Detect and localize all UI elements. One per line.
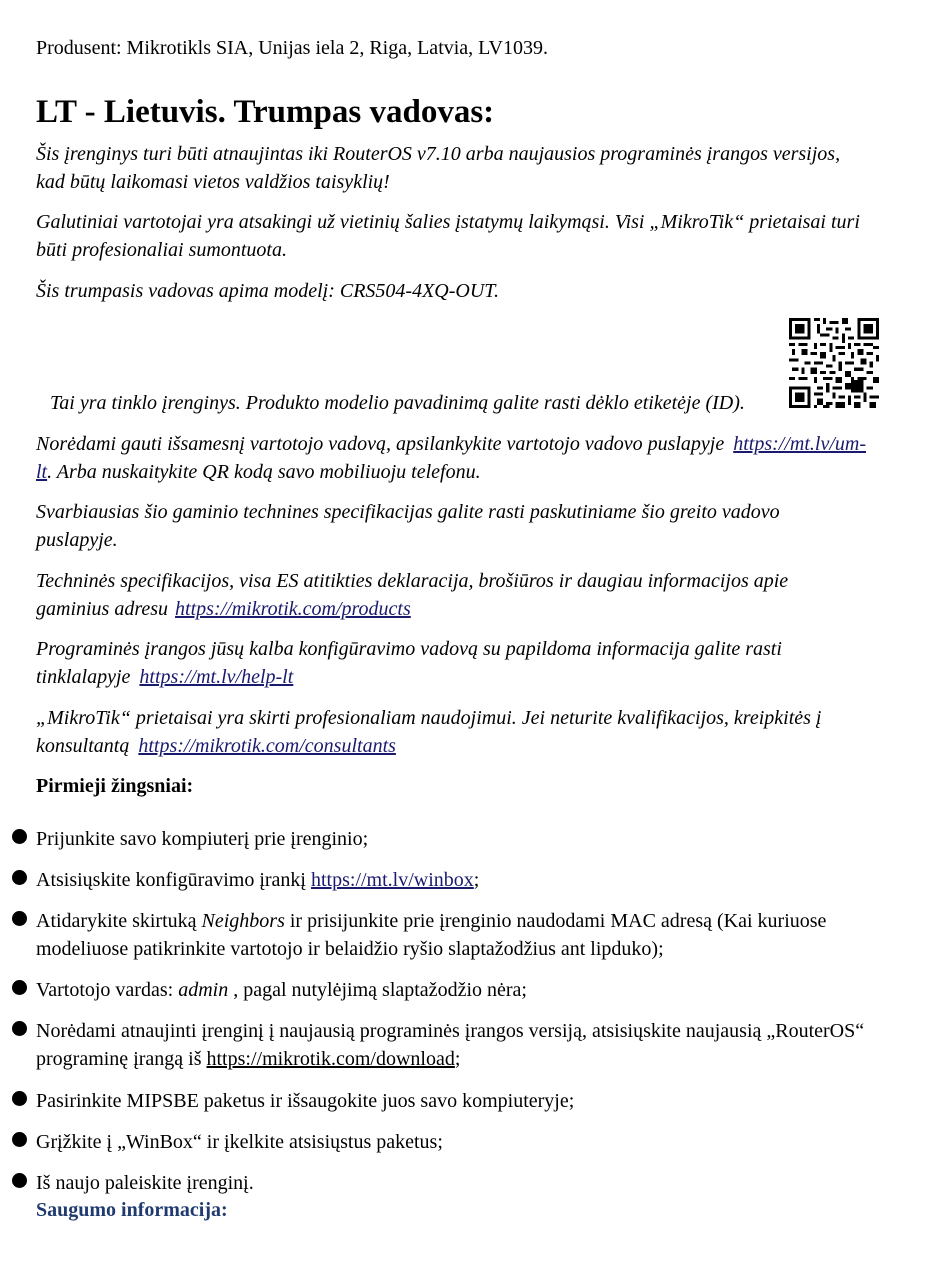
bullet-icon: [12, 870, 27, 885]
specifications-paragraph-line-1: Svarbiausias šio gaminio technines specifikacijas galite rasti paskutiniame šio greito vadovo: [36, 501, 780, 523]
admin-term: admin: [178, 979, 229, 1001]
intro-paragraph-1-line-2: kad būtų laikomasi vietos valdžios taisyklių!: [36, 171, 390, 193]
software-paragraph-line-1: Programinės įrangos jūsų kalba konfigūravimo vadovą su papildoma informacija galite rasti: [36, 638, 782, 660]
step-3-line-1: [36, 907, 826, 935]
user-manual-paragraph-line-1: [36, 430, 866, 458]
step-4: [36, 976, 527, 1004]
step-5-line-2: [36, 1045, 460, 1073]
bullet-icon: [12, 1173, 27, 1188]
user-manual-text: Norėdami gauti išsamesnį vartotojo vadovą, apsilankykite vartotojo vadovo puslapyje: [36, 433, 725, 455]
specifications-paragraph-line-2: puslapyje.: [36, 529, 118, 551]
bullet-icon: [12, 1091, 27, 1106]
step-7: Grįžkite į „WinBox“ ir įkelkite atsisiųstus paketus;: [36, 1131, 443, 1153]
bullet-icon: [12, 1021, 27, 1036]
bullet-icon: [12, 980, 27, 995]
step-8: Iš naujo paleiskite įrenginį.: [36, 1172, 254, 1194]
user-manual-paragraph-line-2: [36, 458, 481, 486]
technical-paragraph-line-2: [36, 595, 411, 623]
software-paragraph-line-2: [36, 663, 293, 691]
step-2-text: Atsisiųskite konfigūravimo įrankį: [36, 869, 306, 891]
professional-paragraph-line-2: [36, 732, 396, 760]
device-paragraph: Tai yra tinklo įrenginys. Produkto modelio pavadinimą galite rasti dėklo etiketėje (ID).: [50, 392, 745, 414]
intro-paragraph-1-line-1: Šis įrenginys turi būti atnaujintas iki RouterOS v7.10 arba naujausios programinės įrangos versijos,: [36, 143, 841, 165]
step-5-line-1: Norėdami atnaujinti įrenginį į naujausią programinės įrangos versiją, atsisiųskite naujausią „RouterOS“: [36, 1020, 865, 1042]
step-5-end: ;: [454, 1048, 461, 1070]
professional-text: konsultantą: [36, 735, 130, 757]
step-4-text-continued: , pagal nutylėjimą slaptažodžio nėra;: [233, 979, 527, 1001]
user-manual-link-continued[interactable]: lt: [36, 461, 48, 483]
download-link[interactable]: https://mikrotik.com/download: [206, 1048, 455, 1070]
software-text: tinklalapyje: [36, 666, 131, 688]
neighbors-term: Neighbors: [201, 910, 285, 932]
bullet-icon: [12, 829, 27, 844]
step-2-end: ;: [473, 869, 480, 891]
technical-paragraph-line-1: Techninės specifikacijos, visa ES atitikties deklaracija, brošiūros ir daugiau informacijos apie: [36, 570, 789, 592]
user-manual-link[interactable]: https://mt.lv/um-: [733, 433, 866, 455]
consultants-link[interactable]: https://mikrotik.com/consultants: [138, 735, 396, 757]
intro-paragraph-2-line-1: Galutiniai vartotojai yra atsakingi už vietinių šalies įstatymų laikymąsi. Visi „MikroTik“ prietaisai turi: [36, 211, 860, 233]
step-6: Pasirinkite MIPSBE paketus ir išsaugokite juos savo kompiuteryje;: [36, 1090, 575, 1112]
step-5-text: programinę įrangą iš: [36, 1048, 202, 1070]
professional-paragraph-line-1: „MikroTik“ prietaisai yra skirti profesionaliam naudojimui. Jei neturite kvalifikacijos, kreipkitės į: [36, 707, 822, 729]
page-title: LT - Lietuvis. Trumpas vadovas:: [36, 94, 495, 130]
safety-information-title: Saugumo informacija:: [36, 1199, 228, 1221]
model-paragraph: Šis trumpasis vadovas apima modelį: CRS504-4XQ-OUT.: [36, 280, 499, 302]
qr-code-icon: [789, 318, 879, 408]
step-3-text: Atidarykite skirtuką: [36, 910, 197, 932]
step-3-line-2: modeliuose patikrinkite vartotojo ir belaidžio ryšio slaptažodžius ant lipduko);: [36, 938, 664, 960]
step-1: Prijunkite savo kompiuterį prie įrenginio;: [36, 828, 369, 850]
step-2: [36, 866, 479, 894]
bullet-icon: [12, 911, 27, 926]
technical-text: gaminius adresu: [36, 598, 169, 620]
winbox-link[interactable]: https://mt.lv/winbox: [310, 869, 474, 891]
user-manual-tail: . Arba nuskaitykite QR kodą savo mobiliuoju telefonu.: [47, 461, 481, 483]
producer-line: Produsent: Mikrotikls SIA, Unijas iela 2, Riga, Latvia, LV1039.: [36, 37, 549, 59]
intro-paragraph-2-line-2: būti profesionaliai sumontuota.: [36, 239, 287, 261]
step-3-text-continued: ir prisijunkite prie įrenginio naudodami MAC adresą (Kai kuriuose: [289, 910, 827, 932]
bullet-icon: [12, 1132, 27, 1147]
step-4-text: Vartotojo vardas:: [36, 979, 174, 1001]
help-link[interactable]: https://mt.lv/help-lt: [139, 666, 294, 688]
first-steps-title: Pirmieji žingsniai:: [36, 775, 194, 797]
products-link[interactable]: https://mikrotik.com/products: [175, 598, 411, 620]
